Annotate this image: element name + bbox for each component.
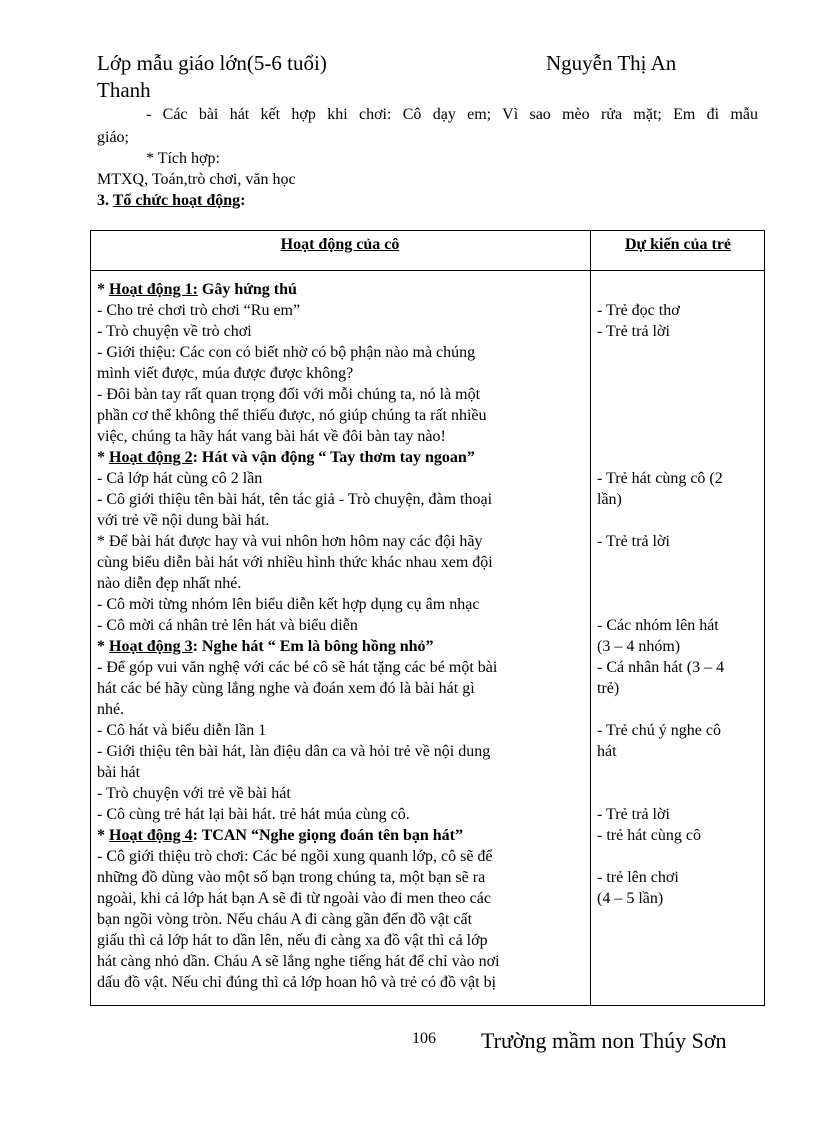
teacher-line: mình viết được, múa được được không? <box>97 365 354 382</box>
teacher-line: - Để góp vui văn nghệ với các bé cô sẽ hát tặng các bé một bài <box>97 659 498 676</box>
child-response: - Trẻ đọc thơ <box>597 302 680 319</box>
row-spacer <box>597 447 762 468</box>
teacher-line: ngoài, khi cả lớp hát bạn A sẽ đi từ ngoài vào đi men theo các <box>97 890 491 907</box>
integration-subjects: MTXQ, Toán,trò chơi, văn học <box>97 171 296 188</box>
teacher-line: bạn ngồi vòng tròn. Nếu cháu A đi càng gần đến đồ vật cất <box>97 911 473 928</box>
child-response: - Trẻ trả lời <box>597 533 670 550</box>
activity-title: : TCAN “Nghe giọng đoán tên bạn hát” <box>192 827 463 844</box>
activity-heading <box>97 825 585 846</box>
teacher-activities-column <box>97 279 585 993</box>
row-spacer <box>597 762 762 783</box>
table-header-divider <box>90 270 765 271</box>
teacher-line: - Trò chuyện với trẻ về bài hát <box>97 785 291 802</box>
row-spacer <box>597 405 762 426</box>
activity-title: : Hát và vận động “ Tay thơm tay ngoan” <box>192 449 475 466</box>
activity-bullet: * <box>97 281 109 298</box>
section-number: 3. <box>97 192 113 209</box>
row-spacer <box>597 384 762 405</box>
teacher-line: - Cô giới thiệu trò chơi: Các bé ngồi xung quanh lớp, cô sẽ để <box>97 848 493 865</box>
child-response: (3 – 4 nhóm) <box>597 638 681 655</box>
row-spacer <box>597 426 762 447</box>
teacher-line: phần cơ thể không thể thiếu được, nó giúp chúng ta rất nhiều <box>97 407 487 424</box>
teacher-line: - Cô cùng trẻ hát lại bài hát. trẻ hát múa cùng cô. <box>97 806 410 823</box>
activity-label: Hoạt động 1: <box>109 281 198 298</box>
child-response: lần) <box>597 491 622 508</box>
row-spacer <box>597 363 762 384</box>
activity-heading <box>97 447 585 468</box>
page-number: 106 <box>412 1030 436 1047</box>
activity-heading <box>97 279 585 300</box>
activity-title: : Nghe hát “ Em là bông hồng nhỏ” <box>192 638 434 655</box>
row-spacer <box>597 594 762 615</box>
teacher-line: nhé. <box>97 701 125 718</box>
section-title <box>97 192 245 210</box>
teacher-name: Nguyễn Thị An <box>546 51 677 75</box>
integration-label: * Tích hợp: <box>146 150 220 167</box>
col-header-child: Dự kiến của trẻ <box>624 236 732 253</box>
child-response: - Cá nhân hát (3 – 4 <box>597 659 725 676</box>
activity-heading <box>97 636 585 657</box>
teacher-line: việc, chúng ta hãy hát vang bài hát về đôi bàn tay nào! <box>97 428 446 445</box>
table-column-divider <box>590 230 591 1006</box>
row-spacer <box>597 573 762 594</box>
col-header-teacher: Hoạt động của cô <box>280 236 400 253</box>
teacher-line: - Đôi bàn tay rất quan trọng đối với mỗi chúng ta, nó là một <box>97 386 481 403</box>
class-name: Lớp mẫu giáo lớn(5-6 tuổi) <box>97 51 327 75</box>
teacher-line: - Cô mời cá nhân trẻ lên hát và biểu diễn <box>97 617 358 634</box>
row-spacer <box>597 552 762 573</box>
section-colon: : <box>240 192 246 209</box>
teacher-line: - Cả lớp hát cùng cô 2 lần <box>97 470 263 487</box>
row-spacer <box>597 699 762 720</box>
activity-title: Gây hứng thú <box>197 281 297 298</box>
teacher-line: - Cô mời từng nhóm lên biểu diễn kết hợp dụng cụ âm nhạc <box>97 596 480 613</box>
child-response: (4 – 5 lần) <box>597 890 664 907</box>
child-response: - Các nhóm lên hát <box>597 617 719 634</box>
teacher-line: những đồ dùng vào một số bạn trong chúng ta, một bạn sẽ ra <box>97 869 486 886</box>
section-label: Tổ chức hoạt động <box>112 192 241 209</box>
child-response: - trẻ lên chơi <box>597 869 679 886</box>
teacher-line: nào diễn đẹp nhất nhé. <box>97 575 242 592</box>
activity-label: Hoạt động 4 <box>109 827 193 844</box>
teacher-line: hát các bé hãy cùng lắng nghe và đoán xem đó là bài hát gì <box>97 680 475 697</box>
row-spacer <box>597 510 762 531</box>
teacher-line: - Cô hát và biểu diễn lần 1 <box>97 722 267 739</box>
child-response: hát <box>597 743 617 760</box>
child-response: - Trẻ trả lời <box>597 323 670 340</box>
row-spacer <box>597 279 762 300</box>
activity-bullet: * <box>97 827 109 844</box>
teacher-line: dấu đồ vật. Nếu chỉ đúng thì cả lớp hoan hô và trẻ có đồ vật bị <box>97 974 497 991</box>
teacher-line: - Cho trẻ chơi trò chơi “Ru em” <box>97 302 301 319</box>
child-responses-column <box>597 279 762 909</box>
child-response: - Trẻ chú ý nghe cô <box>597 722 721 739</box>
activity-bullet: * <box>97 638 109 655</box>
teacher-line: - Trò chuyện về trò chơi <box>97 323 252 340</box>
activity-bullet: * <box>97 449 109 466</box>
teacher-line: với trẻ về nội dung bài hát. <box>97 512 270 529</box>
teacher-line: giấu thì cả lớp hát to dần lên, nếu đi càng xa đồ vật thì cả lớp <box>97 932 488 949</box>
row-spacer <box>597 783 762 804</box>
songs-line-1: - Các bài hát kết hợp khi chơi: Cô dạy em; Vì sao mèo rửa mặt; Em đi mẫu <box>146 106 758 123</box>
teacher-line: hát càng nhỏ dần. Cháu A sẽ lắng nghe tiếng hát để chỉ vào nơi <box>97 953 500 970</box>
songs-line-2: giáo; <box>97 129 129 146</box>
row-spacer <box>597 846 762 867</box>
child-response: - Trẻ trả lời <box>597 806 670 823</box>
child-response: - trẻ hát cùng cô <box>597 827 701 844</box>
activity-label: Hoạt động 2 <box>109 449 193 466</box>
teacher-line: bài hát <box>97 764 141 781</box>
teacher-line: - Cô giới thiệu tên bài hát, tên tác giả - Trò chuyện, đàm thoại <box>97 491 493 508</box>
teacher-name-continued: Thanh <box>97 78 151 102</box>
child-response: - Trẻ hát cùng cô (2 <box>597 470 723 487</box>
school-name: Trường mầm non Thúy Sơn <box>481 1028 727 1053</box>
row-spacer <box>597 342 762 363</box>
child-response: trẻ) <box>597 680 620 697</box>
teacher-line: - Giới thiệu tên bài hát, làn điệu dân ca và hỏi trẻ về nội dung <box>97 743 491 760</box>
teacher-line: * Để bài hát được hay và vui nhôn hơn hôm nay các đội hãy <box>97 533 483 550</box>
teacher-line: cùng biểu diễn bài hát với nhiều hình thức khác nhau xem đội <box>97 554 493 571</box>
teacher-line: - Giới thiệu: Các con có biết nhờ có bộ phận nào mà chúng <box>97 344 476 361</box>
activity-label: Hoạt động 3 <box>109 638 193 655</box>
